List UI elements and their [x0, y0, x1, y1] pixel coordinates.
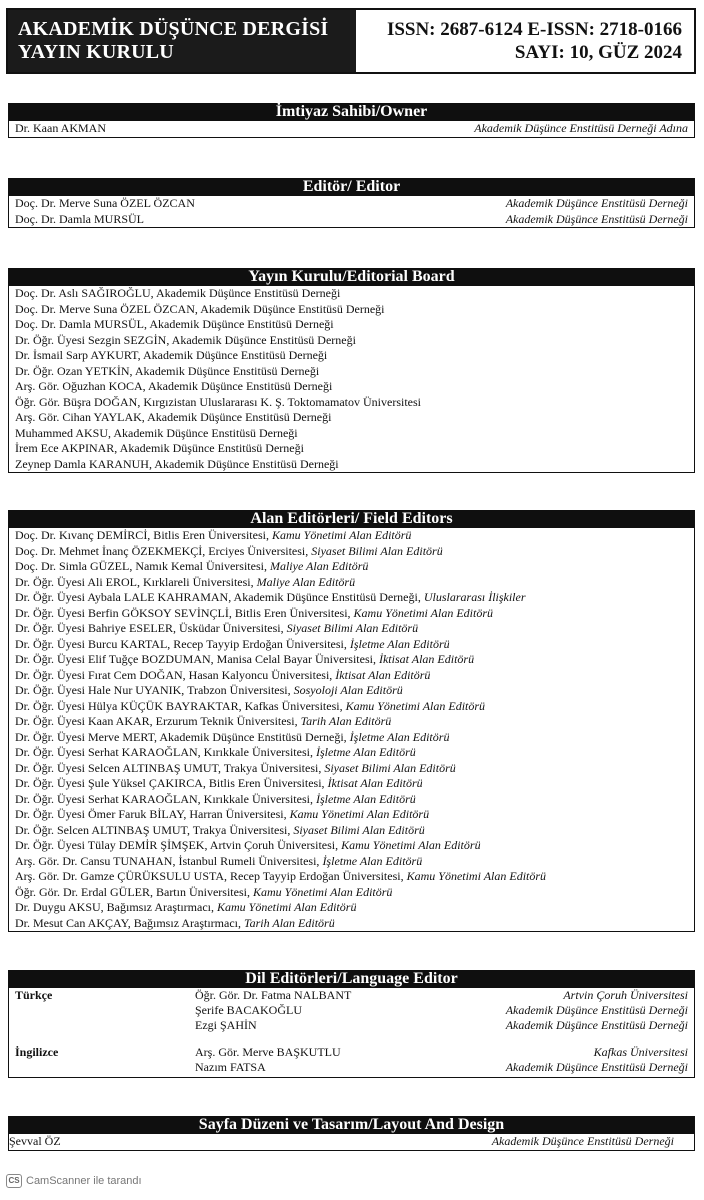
field-editor-name: Dr. Öğr. Üyesi Hale Nur UYANIK, Trabzon Üniversitesi, — [15, 683, 294, 697]
field-editor-name: Dr. Öğr. Üyesi Aybala LALE KAHRAMAN, Akademik Düşünce Enstitüsü Derneği, — [15, 590, 424, 604]
field-editor-name: Dr. Öğr. Üyesi Fırat Cem DOĞAN, Hasan Kalyoncu Üniversitesi, — [15, 667, 336, 682]
board-member: Dr. İsmail Sarp AYKURT, Akademik Düşünce Enstitüsü Derneği — [15, 348, 328, 362]
field-editor-name: Dr. Öğr. Üyesi Hülya KÜÇÜK BAYRAKTAR, Kafkas Üniversitesi, — [15, 698, 346, 713]
layout-design-section — [8, 1116, 695, 1151]
field-editor — [9, 807, 694, 823]
layout-design-title: Sayfa Düzeni ve Tasarım/Layout And Design — [9, 1116, 694, 1134]
field-editor — [9, 730, 694, 746]
language-editor-affiliation: Akademik Düşünce Enstitüsü Derneği — [505, 1018, 688, 1032]
language-editor-name: Arş. Gör. Merve BAŞKUTLU — [195, 1045, 341, 1059]
field-editor-name: Doç. Dr. Mehmet İnanç ÖZEKMEKÇİ, Erciyes Üniversitesi, — [15, 543, 312, 558]
field-editor-field: Siyaset Bilimi Alan Editörü — [311, 543, 443, 558]
board-member: Doç. Dr. Merve Suna ÖZEL ÖZCAN, Akademik Düşünce Enstitüsü Derneği — [15, 301, 385, 316]
field-editor-name: Dr. Öğr. Üyesi Serhat KARAOĞLAN, Kırıkkale Üniversitesi, — [15, 791, 316, 806]
editor-row — [9, 196, 694, 212]
layout-design-row — [9, 1134, 694, 1150]
field-editor-name: Dr. Öğr. Üyesi Ali EROL, Kırklareli Üniversitesi, — [15, 574, 257, 589]
language-editors-section — [8, 970, 695, 1078]
field-editor — [9, 885, 694, 901]
field-editor-field: Siyaset Bilimi Alan Editörü — [286, 621, 419, 635]
board-member: Doç. Dr. Damla MURSÜL, Akademik Düşünce Enstitüsü Derneği — [15, 317, 334, 331]
language-label — [15, 1018, 195, 1033]
field-editor-name: Dr. Öğr. Üyesi Merve MERT, Akademik Düşünce Enstitüsü Derneği, — [15, 729, 350, 744]
header-issn-block — [356, 10, 694, 72]
field-editor-field: Kamu Yönetimi Alan Editörü — [216, 900, 357, 914]
field-editor — [9, 528, 694, 544]
journal-header — [6, 8, 696, 74]
field-editor — [9, 544, 694, 560]
language-editor-affiliation: Artvin Çoruh Üniversitesi — [563, 988, 688, 1002]
field-editor — [9, 575, 694, 591]
field-editor-name: Arş. Gör. Dr. Cansu TUNAHAN, İstanbul Rumeli Üniversitesi, — [15, 853, 323, 868]
field-editor-name: Öğr. Gör. Dr. Erdal GÜLER, Bartın Üniversitesi, — [15, 884, 253, 899]
field-editor — [9, 792, 694, 808]
field-editor — [9, 900, 694, 916]
field-editor-field: İşletme Alan Editörü — [315, 791, 416, 806]
field-editor-field: İşletme Alan Editörü — [349, 729, 450, 744]
field-editor-field: Kamu Yönetimi Alan Editörü — [341, 838, 481, 852]
field-editor-name: Dr. Öğr. Üyesi Tülay DEMİR ŞİMŞEK, Artvin Çoruh Üniversitesi, — [15, 838, 342, 852]
board-label: YAYIN KURULU — [18, 41, 174, 63]
field-editor-field: Maliye Alan Editörü — [256, 574, 356, 589]
language-label: Türkçe — [15, 988, 53, 1002]
camscanner-icon: CS — [6, 1174, 22, 1188]
field-editor — [9, 652, 694, 668]
board-member: Dr. Öğr. Ozan YETKİN, Akademik Düşünce Enstitüsü Derneği — [15, 363, 320, 378]
layout-design-affiliation: Akademik Düşünce Enstitüsü Derneği — [491, 1134, 674, 1148]
language-editors-title: Dil Editörleri/Language Editor — [9, 970, 694, 988]
field-editor — [9, 621, 694, 637]
field-editor-field: Kamu Yönetimi Alan Editörü — [252, 884, 393, 899]
field-editor — [9, 606, 694, 622]
field-editor-field: Siyaset Bilimi Alan Editörü — [293, 822, 425, 837]
language-label: İngilizce — [15, 1045, 59, 1059]
language-editor-row — [9, 1003, 694, 1018]
language-label — [15, 1060, 195, 1075]
field-editor — [9, 823, 694, 839]
language-editor-row — [9, 1060, 694, 1075]
field-editor — [9, 761, 694, 777]
owner-name: Dr. Kaan AKMAN — [15, 121, 106, 135]
field-editor — [9, 776, 694, 792]
field-editor-field: Tarih Alan Editörü — [300, 714, 392, 728]
field-editor — [9, 683, 694, 699]
board-member: Muhammed AKSU, Akademik Düşünce Enstitüsü Derneği — [15, 425, 298, 440]
board-member: Zeynep Damla KARANUH, Akademik Düşünce Enstitüsü Derneği — [15, 456, 339, 471]
editor-name: Doç. Dr. Damla MURSÜL — [15, 211, 144, 226]
board-member: İrem Ece AKPINAR, Akademik Düşünce Enstitüsü Derneği — [15, 441, 304, 455]
field-editor-field: İktisat Alan Editörü — [378, 652, 475, 666]
field-editor — [9, 745, 694, 761]
field-editor-name: Arş. Gör. Dr. Gamze ÇÜRÜKSULU USTA, Recep Tayyip Erdoğan Üniversitesi, — [15, 869, 407, 883]
field-editor — [9, 838, 694, 854]
field-editor — [9, 916, 694, 932]
editor-affiliation: Akademik Düşünce Enstitüsü Derneği — [505, 196, 688, 210]
field-editor-field: Kamu Yönetimi Alan Editörü — [406, 869, 547, 883]
field-editor-field: İşletme Alan Editörü — [349, 636, 450, 651]
board-member: Doç. Dr. Aslı SAĞIROĞLU, Akademik Düşünce Enstitüsü Derneği — [15, 286, 341, 300]
language-editor-affiliation: Kafkas Üniversitesi — [593, 1045, 688, 1059]
field-editor-field: Kamu Yönetimi Alan Editörü — [353, 605, 493, 620]
field-editor-field: Tarih Alan Editörü — [244, 915, 335, 930]
editor-section — [8, 178, 695, 228]
field-editor-list — [9, 528, 694, 931]
language-editor-name: Ezgi ŞAHİN — [195, 1018, 257, 1032]
editor-name: Doç. Dr. Merve Suna ÖZEL ÖZCAN — [15, 196, 195, 210]
field-editors-section — [8, 510, 695, 932]
issue: SAYI: 10, GÜZ 2024 — [514, 42, 682, 63]
editor-title: Editör/ Editor — [9, 178, 694, 196]
field-editor-field: Kamu Yönetimi Alan Editörü — [289, 807, 430, 821]
language-editor-row — [9, 1018, 694, 1033]
board-member-list — [9, 286, 694, 472]
editor-row — [9, 212, 694, 228]
board-member: Arş. Gör. Cihan YAYLAK, Akademik Düşünce Enstitüsü Derneği — [15, 410, 332, 424]
header-title-block — [8, 10, 356, 72]
field-editor-name: Dr. Duygu AKSU, Bağımsız Araştırmacı, — [15, 900, 217, 914]
field-editor — [9, 559, 694, 575]
field-editor-field: Kamu Yönetimi Alan Editörü — [271, 528, 412, 542]
field-editor-name: Dr. Öğr. Selcen ALTINBAŞ UMUT, Trakya Üniversitesi, — [15, 822, 294, 837]
field-editor — [9, 668, 694, 684]
field-editor-field: İktisat Alan Editörü — [327, 776, 423, 790]
field-editor-name: Dr. Mesut Can AKÇAY, Bağımsız Araştırmacı, — [15, 915, 244, 930]
editor-affiliation: Akademik Düşünce Enstitüsü Derneği — [505, 211, 688, 226]
field-editor-field: Siyaset Bilimi Alan Editörü — [324, 760, 456, 775]
field-editor-field: İktisat Alan Editörü — [335, 667, 431, 682]
field-editor — [9, 590, 694, 606]
group-spacer — [9, 1033, 694, 1045]
language-editor-name: Şerife BACAKOĞLU — [195, 1003, 302, 1017]
field-editor-field: İşletme Alan Editörü — [322, 853, 423, 868]
field-editor-name: Dr. Öğr. Üyesi Serhat KARAOĞLAN, Kırıkkale Üniversitesi, — [15, 745, 316, 759]
journal-name: AKADEMİK DÜŞÜNCE DERGİSİ — [18, 18, 329, 40]
language-editor-row — [9, 988, 694, 1003]
scanner-watermark — [6, 1174, 142, 1188]
language-editor-name: Öğr. Gör. Dr. Fatma NALBANT — [195, 988, 352, 1002]
field-editor-field: Maliye Alan Editörü — [269, 559, 369, 573]
field-editor-name: Dr. Öğr. Üyesi Bahriye ESELER, Üsküdar Üniversitesi, — [15, 621, 287, 635]
language-editor-list — [9, 988, 694, 1077]
field-editor-name: Dr. Öğr. Üyesi Elif Tuğçe BOZDUMAN, Manisa Celal Bayar Üniversitesi, — [15, 652, 379, 666]
field-editor — [9, 869, 694, 885]
field-editor-name: Dr. Öğr. Üyesi Burcu KARTAL, Recep Tayyip Erdoğan Üniversitesi, — [15, 636, 350, 651]
field-editor-field: Sosyoloji Alan Editörü — [293, 683, 403, 697]
field-editor-field: Kamu Yönetimi Alan Editörü — [345, 698, 486, 713]
language-editor-affiliation: Akademik Düşünce Enstitüsü Derneği — [505, 1060, 688, 1074]
field-editor-name: Dr. Öğr. Üyesi Selcen ALTINBAŞ UMUT, Trakya Üniversitesi, — [15, 760, 325, 775]
language-editor-name: Nazım FATSA — [195, 1060, 266, 1074]
owner-title: İmtiyaz Sahibi/Owner — [9, 103, 694, 121]
board-member: Dr. Öğr. Üyesi Sezgin SEZGİN, Akademik Düşünce Enstitüsü Derneği — [15, 332, 356, 347]
field-editor — [9, 637, 694, 653]
field-editor-name: Dr. Öğr. Üyesi Berfin GÖKSOY SEVİNÇLİ, Bitlis Eren Üniversitesi, — [15, 605, 354, 620]
language-label — [15, 1003, 195, 1018]
layout-design-name: Şevval ÖZ — [9, 1134, 61, 1148]
field-editor — [9, 699, 694, 715]
issn: ISSN: 2687-6124 E-ISSN: 2718-0166 — [386, 19, 682, 40]
field-editor-name: Dr. Öğr. Üyesi Kaan AKAR, Erzurum Teknik Üniversitesi, — [15, 714, 301, 728]
field-editor-name: Dr. Öğr. Üyesi Ömer Faruk BİLAY, Harran Üniversitesi, — [15, 807, 290, 821]
board-member: Öğr. Gör. Büşra DOĞAN, Kırgızistan Uluslararası K. Ş. Toktomamatov Üniversitesi — [15, 394, 422, 409]
language-editor-affiliation: Akademik Düşünce Enstitüsü Derneği — [505, 1003, 688, 1017]
language-editor-row — [9, 1045, 694, 1060]
field-editor-name: Dr. Öğr. Üyesi Şule Yüksel ÇAKIRCA, Bitlis Eren Üniversitesi, — [15, 776, 328, 790]
owner-section — [8, 103, 695, 138]
field-editors-title: Alan Editörleri/ Field Editors — [9, 510, 694, 528]
field-editor-name: Doç. Dr. Kıvanç DEMİRCİ, Bitlis Eren Üniversitesi, — [15, 528, 272, 542]
field-editor-field: Uluslararası İlişkiler — [423, 590, 526, 604]
board-member: Arş. Gör. Oğuzhan KOCA, Akademik Düşünce Enstitüsü Derneği — [15, 379, 333, 393]
field-editor — [9, 854, 694, 870]
board-title: Yayın Kurulu/Editorial Board — [9, 268, 694, 286]
owner-row — [9, 121, 694, 137]
scanner-text: CamScanner ile tarandı — [26, 1175, 142, 1187]
field-editor-name: Doç. Dr. Simla GÜZEL, Namık Kemal Üniversitesi, — [15, 559, 270, 573]
owner-affiliation: Akademik Düşünce Enstitüsü Derneği Adına — [474, 121, 688, 135]
field-editor — [9, 714, 694, 730]
field-editor-field: İşletme Alan Editörü — [315, 745, 416, 759]
board-section — [8, 268, 695, 473]
